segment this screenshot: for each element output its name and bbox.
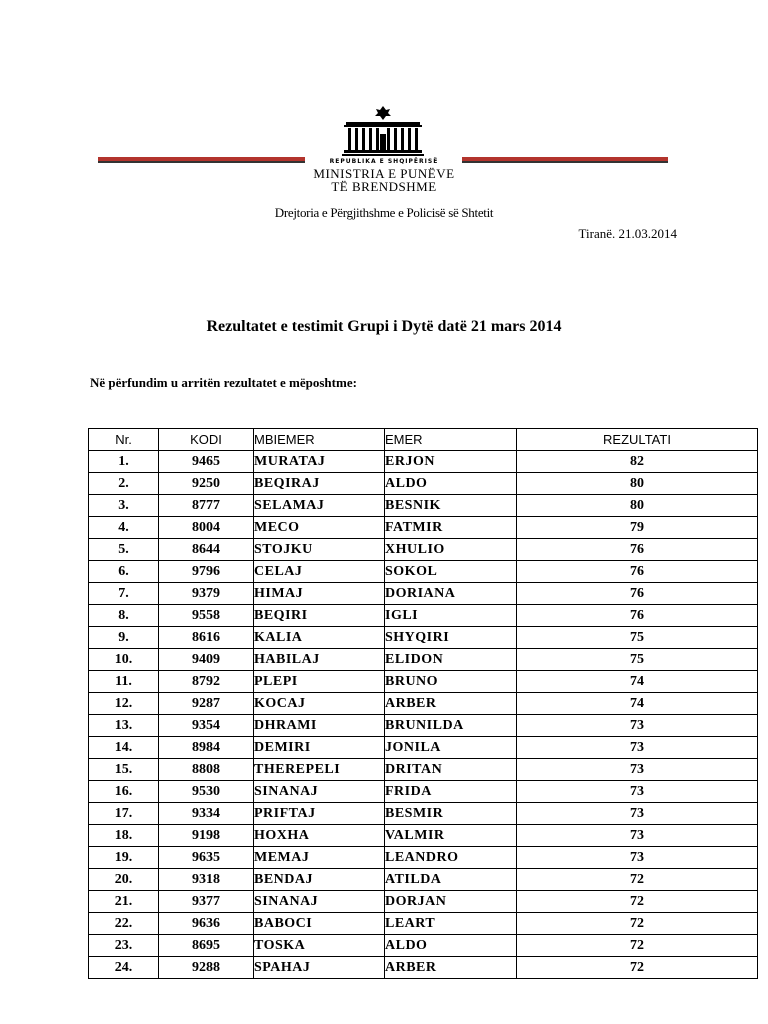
cell-mbiemer: KALIA — [254, 627, 385, 649]
cell-rezultati: 75 — [517, 649, 758, 671]
cell-kodi: 9635 — [159, 847, 254, 869]
cell-mbiemer: HIMAJ — [254, 583, 385, 605]
cell-emer: FATMIR — [385, 517, 517, 539]
table-row — [89, 473, 758, 495]
cell-mbiemer: SELAMAJ — [254, 495, 385, 517]
cell-emer: SHYQIRI — [385, 627, 517, 649]
cell-rezultati: 80 — [517, 473, 758, 495]
cell-emer: LEANDRO — [385, 847, 517, 869]
cell-kodi: 9287 — [159, 693, 254, 715]
cell-mbiemer: DEMIRI — [254, 737, 385, 759]
cell-rezultati: 74 — [517, 693, 758, 715]
table-row — [89, 913, 758, 935]
cell-nr: 24. — [89, 957, 159, 979]
ministry-line-2: TË BRENDSHME — [331, 179, 437, 194]
cell-emer: FRIDA — [385, 781, 517, 803]
cell-nr: 13. — [89, 715, 159, 737]
letterhead — [0, 100, 768, 200]
letterhead-rule-left — [98, 157, 305, 161]
cell-mbiemer: SINANAJ — [254, 781, 385, 803]
cell-nr: 17. — [89, 803, 159, 825]
header-mbiemer: MBIEMER — [254, 429, 385, 451]
cell-nr: 12. — [89, 693, 159, 715]
cell-rezultati: 73 — [517, 825, 758, 847]
cell-mbiemer: PRIFTAJ — [254, 803, 385, 825]
cell-rezultati: 73 — [517, 781, 758, 803]
cell-nr: 15. — [89, 759, 159, 781]
cell-kodi: 9465 — [159, 451, 254, 473]
cell-nr: 9. — [89, 627, 159, 649]
cell-rezultati: 76 — [517, 605, 758, 627]
letterhead-rule-right — [462, 157, 668, 161]
cell-mbiemer: SPAHAJ — [254, 957, 385, 979]
table-row — [89, 539, 758, 561]
cell-mbiemer: HABILAJ — [254, 649, 385, 671]
ministry-building-emblem-icon — [340, 104, 426, 160]
cell-mbiemer: CELAJ — [254, 561, 385, 583]
cell-kodi: 9636 — [159, 913, 254, 935]
cell-rezultati: 73 — [517, 737, 758, 759]
table-row — [89, 825, 758, 847]
cell-emer: ELIDON — [385, 649, 517, 671]
cell-kodi: 8695 — [159, 935, 254, 957]
cell-kodi: 9288 — [159, 957, 254, 979]
cell-emer: DORIANA — [385, 583, 517, 605]
table-row — [89, 495, 758, 517]
cell-rezultati: 76 — [517, 561, 758, 583]
header-nr: Nr. — [89, 429, 159, 451]
table-row — [89, 781, 758, 803]
cell-mbiemer: STOJKU — [254, 539, 385, 561]
cell-emer: BESNIK — [385, 495, 517, 517]
cell-mbiemer: MEMAJ — [254, 847, 385, 869]
cell-emer: DRITAN — [385, 759, 517, 781]
header-rezultati: REZULTATI — [517, 429, 758, 451]
cell-nr: 22. — [89, 913, 159, 935]
table-row — [89, 737, 758, 759]
table-header-row — [89, 429, 758, 451]
cell-nr: 16. — [89, 781, 159, 803]
table-row — [89, 869, 758, 891]
cell-mbiemer: KOCAJ — [254, 693, 385, 715]
cell-nr: 6. — [89, 561, 159, 583]
document-title: Rezultatet e testimit Grupi i Dytë datë 21 mars 2014 — [206, 318, 562, 335]
cell-emer: XHULIO — [385, 539, 517, 561]
cell-kodi: 9318 — [159, 869, 254, 891]
header-kodi: KODI — [159, 429, 254, 451]
cell-nr: 21. — [89, 891, 159, 913]
results-table — [88, 428, 758, 979]
cell-mbiemer: DHRAMI — [254, 715, 385, 737]
cell-kodi: 8808 — [159, 759, 254, 781]
cell-kodi: 9250 — [159, 473, 254, 495]
cell-rezultati: 72 — [517, 891, 758, 913]
table-row — [89, 561, 758, 583]
cell-nr: 5. — [89, 539, 159, 561]
cell-nr: 2. — [89, 473, 159, 495]
cell-emer: DORJAN — [385, 891, 517, 913]
cell-kodi: 8004 — [159, 517, 254, 539]
cell-kodi: 9530 — [159, 781, 254, 803]
cell-emer: BRUNO — [385, 671, 517, 693]
cell-emer: ATILDA — [385, 869, 517, 891]
table-row — [89, 605, 758, 627]
cell-mbiemer: MURATAJ — [254, 451, 385, 473]
cell-emer: BRUNILDA — [385, 715, 517, 737]
cell-rezultati: 76 — [517, 583, 758, 605]
cell-emer: LEART — [385, 913, 517, 935]
cell-nr: 23. — [89, 935, 159, 957]
cell-rezultati: 79 — [517, 517, 758, 539]
cell-emer: VALMIR — [385, 825, 517, 847]
cell-kodi: 9354 — [159, 715, 254, 737]
table-row — [89, 847, 758, 869]
cell-nr: 4. — [89, 517, 159, 539]
cell-rezultati: 74 — [517, 671, 758, 693]
cell-emer: BESMIR — [385, 803, 517, 825]
cell-kodi: 9334 — [159, 803, 254, 825]
cell-kodi: 8777 — [159, 495, 254, 517]
cell-emer: IGLI — [385, 605, 517, 627]
cell-nr: 19. — [89, 847, 159, 869]
table-row — [89, 451, 758, 473]
cell-kodi: 9409 — [159, 649, 254, 671]
table-row — [89, 715, 758, 737]
cell-mbiemer: BENDAJ — [254, 869, 385, 891]
cell-kodi: 8616 — [159, 627, 254, 649]
header-emer: EMER — [385, 429, 517, 451]
cell-emer: SOKOL — [385, 561, 517, 583]
cell-rezultati: 73 — [517, 759, 758, 781]
table-row — [89, 957, 758, 979]
cell-nr: 7. — [89, 583, 159, 605]
table-row — [89, 517, 758, 539]
cell-nr: 1. — [89, 451, 159, 473]
table-row — [89, 891, 758, 913]
cell-nr: 10. — [89, 649, 159, 671]
cell-nr: 18. — [89, 825, 159, 847]
cell-nr: 3. — [89, 495, 159, 517]
cell-mbiemer: HOXHA — [254, 825, 385, 847]
table-row — [89, 803, 758, 825]
cell-emer: JONILA — [385, 737, 517, 759]
cell-rezultati: 72 — [517, 935, 758, 957]
cell-rezultati: 73 — [517, 715, 758, 737]
directorate-name: Drejtoria e Përgjithshme e Policisë së Shtetit — [274, 205, 494, 220]
cell-rezultati: 82 — [517, 451, 758, 473]
document-date: Tiranë. 21.03.2014 — [578, 226, 677, 241]
cell-kodi: 8644 — [159, 539, 254, 561]
table-row — [89, 583, 758, 605]
table-row — [89, 649, 758, 671]
cell-emer: ALDO — [385, 935, 517, 957]
cell-rezultati: 73 — [517, 803, 758, 825]
cell-kodi: 9377 — [159, 891, 254, 913]
cell-rezultati: 75 — [517, 627, 758, 649]
cell-kodi: 8984 — [159, 737, 254, 759]
cell-mbiemer: TOSKA — [254, 935, 385, 957]
republic-label: REPUBLIKA E SHQIPËRISË — [329, 158, 439, 165]
cell-emer: ALDO — [385, 473, 517, 495]
cell-mbiemer: SINANAJ — [254, 891, 385, 913]
cell-kodi: 9379 — [159, 583, 254, 605]
cell-rezultati: 73 — [517, 847, 758, 869]
cell-rezultati: 80 — [517, 495, 758, 517]
cell-kodi: 8792 — [159, 671, 254, 693]
cell-mbiemer: THEREPELI — [254, 759, 385, 781]
cell-kodi: 9198 — [159, 825, 254, 847]
cell-nr: 20. — [89, 869, 159, 891]
table-row — [89, 759, 758, 781]
table-row — [89, 627, 758, 649]
cell-kodi: 9558 — [159, 605, 254, 627]
cell-nr: 14. — [89, 737, 159, 759]
ministry-line-1: MINISTRIA E PUNËVE — [313, 166, 455, 181]
cell-rezultati: 72 — [517, 869, 758, 891]
table-row — [89, 935, 758, 957]
cell-kodi: 9796 — [159, 561, 254, 583]
cell-emer: ERJON — [385, 451, 517, 473]
ministry-name — [280, 167, 488, 193]
cell-mbiemer: PLEPI — [254, 671, 385, 693]
cell-mbiemer: BEQIRAJ — [254, 473, 385, 495]
table-row — [89, 693, 758, 715]
cell-emer: ARBER — [385, 693, 517, 715]
cell-nr: 11. — [89, 671, 159, 693]
cell-emer: ARBER — [385, 957, 517, 979]
cell-mbiemer: MECO — [254, 517, 385, 539]
cell-nr: 8. — [89, 605, 159, 627]
table-row — [89, 671, 758, 693]
intro-text: Në përfundim u arritën rezultatet e mëposhtme: — [90, 375, 357, 390]
cell-rezultati: 72 — [517, 913, 758, 935]
cell-mbiemer: BEQIRI — [254, 605, 385, 627]
cell-rezultati: 72 — [517, 957, 758, 979]
cell-mbiemer: BABOCI — [254, 913, 385, 935]
cell-rezultati: 76 — [517, 539, 758, 561]
